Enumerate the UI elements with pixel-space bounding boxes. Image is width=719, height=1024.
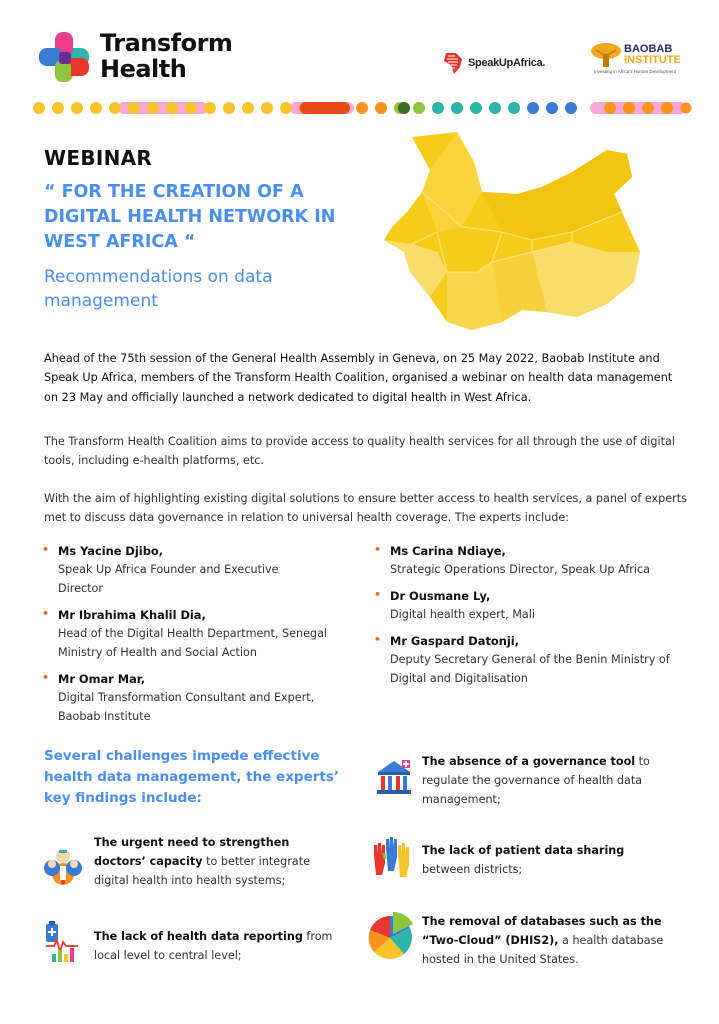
baobab-line-2: INSTITUTE — [624, 54, 681, 66]
page-subtitle: Recommendations on data management — [44, 267, 273, 311]
bullet-icon: • — [42, 671, 50, 684]
finding-text: a health database hosted in the United States. — [422, 934, 664, 966]
finding-bold: The removal of databases such as the “Two-Cloud” (DHIS2), — [422, 915, 662, 947]
bullet-icon: • — [374, 633, 382, 646]
bullet-icon: • — [42, 607, 50, 620]
expert-role: Speak Up Africa Founder and Executive Director — [58, 563, 279, 595]
expert-item — [42, 543, 342, 598]
bullet-icon: • — [42, 543, 50, 556]
baobab-line-1: BAOBAB — [624, 43, 673, 55]
finding-patient-data-sharing — [422, 841, 682, 879]
expert-name: Dr Ousmane Ly, — [390, 589, 491, 603]
database-pie-chart-icon — [366, 912, 416, 962]
finding-doctors-capacity — [94, 833, 324, 890]
baobab-tree-icon — [590, 42, 622, 68]
baobab-name — [624, 44, 681, 66]
expert-role: Strategic Operations Director, Speak Up Africa — [390, 563, 650, 576]
webinar-label: WEBINAR — [44, 146, 153, 170]
baobab-institute-logo — [590, 42, 690, 78]
expert-name: Ms Carina Ndiaye, — [390, 544, 506, 558]
raised-hands-icon — [370, 835, 412, 879]
expert-name: Ms Yacine Djibo, — [58, 544, 163, 558]
expert-role: Digital Transformation Consultant and Expert, Baobab Institute — [58, 691, 315, 723]
brand-line-2: Health — [100, 55, 187, 83]
panel-paragraph: With the aim of highlighting existing digital solutions to ensure better access to health services, a panel of experts met to discuss data governance in relation to universal health coverage. The experts include: — [44, 492, 687, 524]
expert-item — [374, 633, 694, 688]
expert-role: Digital health expert, Mali — [390, 608, 535, 621]
brand-line-1: Transform — [100, 29, 233, 57]
expert-item — [374, 588, 694, 624]
expert-role: Head of the Digital Health Department, Senegal Ministry of Health and Social Action — [58, 627, 328, 659]
experts-list-right — [374, 543, 694, 697]
finding-text: from local level to central level; — [94, 930, 333, 962]
doctors-icon — [42, 844, 84, 886]
coalition-paragraph: The Transform Health Coalition aims to provide access to quality health services for all through the use of digital tools, including e-health platforms, etc. — [44, 435, 675, 467]
africa-fingerprint-icon — [442, 51, 464, 75]
expert-name: Mr Omar Mar, — [58, 672, 146, 686]
governance-building-icon — [376, 758, 412, 796]
speakupafrica-logo — [442, 50, 545, 76]
intro-paragraph: Ahead of the 75th session of the General Health Assembly in Geneva, on 25 May 2022, Baobab Institute and Speak Up Africa, members of the Transform Health Coalition, organised a webinar on health data management on 23 May and officially launched a network dedicated to digital health in West Africa. — [44, 352, 673, 404]
finding-text: to better integrate digital health into health systems; — [94, 855, 310, 887]
expert-item — [374, 543, 694, 579]
header — [0, 0, 719, 100]
challenges-heading: Several challenges impede effective health data management, the experts’ key findings include: — [44, 748, 340, 806]
finding-data-reporting — [94, 927, 334, 965]
expert-name: Mr Gaspard Datonji, — [390, 634, 519, 648]
finding-bold: The absence of a governance tool — [422, 755, 636, 768]
expert-item — [42, 671, 342, 726]
page-title: “ FOR THE CREATION OF A DIGITAL HEALTH NETWORK IN WEST AFRICA “ — [44, 182, 336, 252]
finding-text: between districts; — [422, 863, 523, 876]
expert-name: Mr Ibrahima Khalil Dia, — [58, 608, 206, 622]
experts-list-left — [42, 543, 342, 735]
finding-bold: The lack of health data reporting — [94, 930, 303, 943]
expert-role: Deputy Secretary General of the Benin Ministry of Digital and Digitalisation — [390, 653, 670, 685]
bullet-icon: • — [374, 588, 382, 601]
finding-database-removal — [422, 912, 692, 969]
data-reporting-icon — [44, 920, 80, 964]
speakupafrica-text: SpeakUpAfrica. — [468, 57, 546, 69]
finding-text: to regulate the governance of health data management; — [422, 755, 650, 806]
finding-bold: The urgent need to strengthen doctors’ capacity — [94, 836, 290, 868]
decorative-dot-strip — [32, 101, 692, 115]
finding-governance-tool — [422, 752, 682, 809]
transform-health-logo-icon — [37, 30, 91, 84]
finding-bold: The lack of patient data sharing — [422, 844, 625, 857]
brand-name — [100, 30, 232, 82]
baobab-tagline: Investing in Africa's Human Development — [594, 69, 676, 74]
west-africa-map — [382, 132, 642, 332]
expert-item — [42, 607, 342, 662]
bullet-icon: • — [374, 543, 382, 556]
